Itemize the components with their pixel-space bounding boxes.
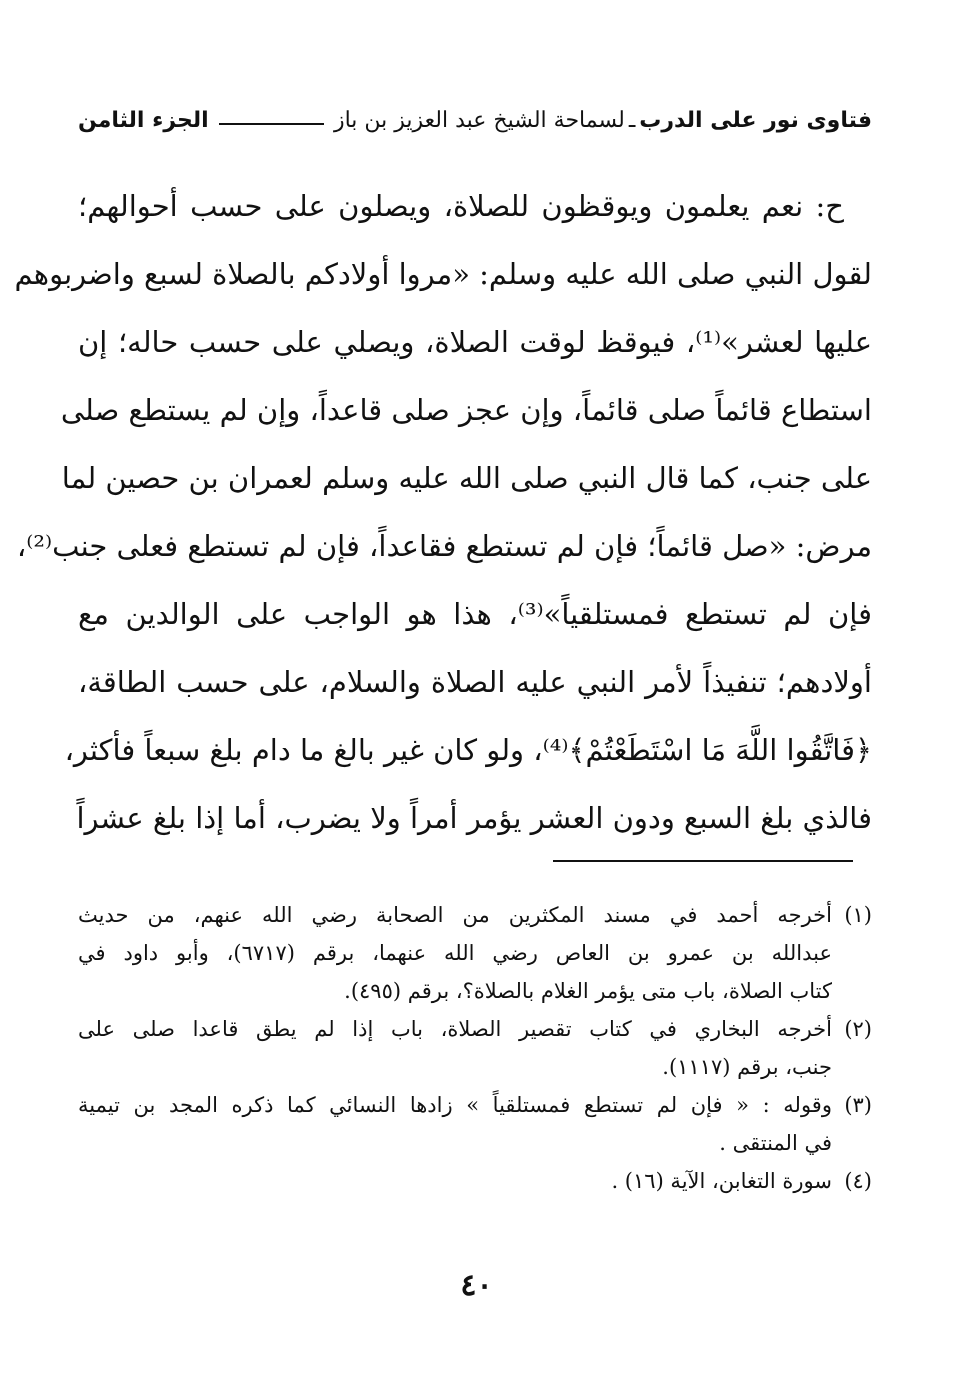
footnote-number: (٣): [844, 1093, 872, 1117]
text-line: على جنب، كما قال النبي صلى الله عليه وسلم لعمران بن حصين لما: [61, 461, 872, 495]
part-label: الجزء الثامن: [78, 107, 209, 133]
page-number: ٤٠: [460, 1268, 493, 1303]
text-line: لقول النبي صلى الله عليه وسلم: «مروا أولادكم بالصلاة لسبع واضربوهم: [14, 257, 872, 291]
text-line: فإن لم تستطع فمستلقياً»⁽³⁾، هذا هو الواجب على الوالدين مع: [78, 597, 872, 631]
footnote-line: سورة التغابن، الآية (١٦) .: [611, 1169, 832, 1193]
text-line: مرض: «صل قائماً؛ فإن لم تستطع فقاعداً، فإن لم تستطع فعلى جنب⁽²⁾،: [16, 529, 872, 563]
text-line: استطاع قائماً صلى قائماً، وإن عجز صلى قاعداً، وإن لم يستطع صلى: [60, 393, 872, 427]
footnote-line: عبدالله بن عمرو بن العاص رضي الله عنهما، برقم (٦٧١٧)، وأبو داود في: [78, 941, 832, 965]
footnote-3: [78, 1086, 872, 1162]
footnote-divider: [553, 860, 853, 862]
author-name: لسماحة الشيخ عبد العزيز بن باز: [333, 107, 625, 133]
footnote-1: [78, 896, 872, 1010]
footnote-line: جنب، برقم (١١١٧).: [662, 1055, 832, 1079]
text-line: عليها لعشر»⁽¹⁾، فيوقظ لوقت الصلاة، ويصلي على حسب حاله؛ إن: [78, 325, 872, 359]
footnote-number: (١): [844, 903, 872, 927]
text-line: ﴿فَاتَّقُوا اللَّهَ مَا اسْتَطَعْتُمْ﴾⁽⁴⁾، ولو كان غير بالغ ما دام بلغ سبعاً فأكثر،: [64, 733, 872, 767]
footnote-line: في المنتقى .: [719, 1131, 832, 1155]
footnote-number: (٢): [844, 1017, 872, 1041]
footnote-2: [78, 1010, 872, 1086]
footnote-line: أخرجه أحمد في مسند المكثرين من الصحابة رضي الله عنهم، من حديث: [78, 903, 832, 927]
running-header: [78, 100, 872, 140]
text-line: فالذي بلغ السبع ودون العشر يؤمر أمراً ولا يضرب، أما إذا بلغ عشراً: [76, 801, 872, 835]
footnote-line: وقوله : « فإن لم تستطع فمستلقياً » زادها النسائي كما ذكره المجد بن تيمية: [78, 1093, 832, 1117]
book-title: فتاوى نور على الدرب: [639, 107, 872, 133]
header-separator: ـ: [628, 107, 636, 133]
text-line: أولادهم؛ تنفيذاً لأمر النبي عليه الصلاة والسلام، على حسب الطاقة،: [78, 665, 872, 699]
footnotes: [78, 896, 872, 1200]
footnote-4: [78, 1162, 872, 1200]
footnote-number: (٤): [844, 1169, 872, 1193]
main-text: [14, 172, 872, 852]
footnote-line: كتاب الصلاة، باب متى يؤمر الغلام بالصلاة؟، برقم (٤٩٥).: [344, 979, 832, 1003]
header-rule: [219, 123, 324, 125]
footnote-line: أخرجه البخاري في كتاب تقصير الصلاة، باب إذا لم يطق قاعدا صلى على: [78, 1017, 832, 1041]
text-line: ح: نعم يعلمون ويوقظون للصلاة، ويصلون على حسب أحوالهم؛: [78, 189, 844, 223]
